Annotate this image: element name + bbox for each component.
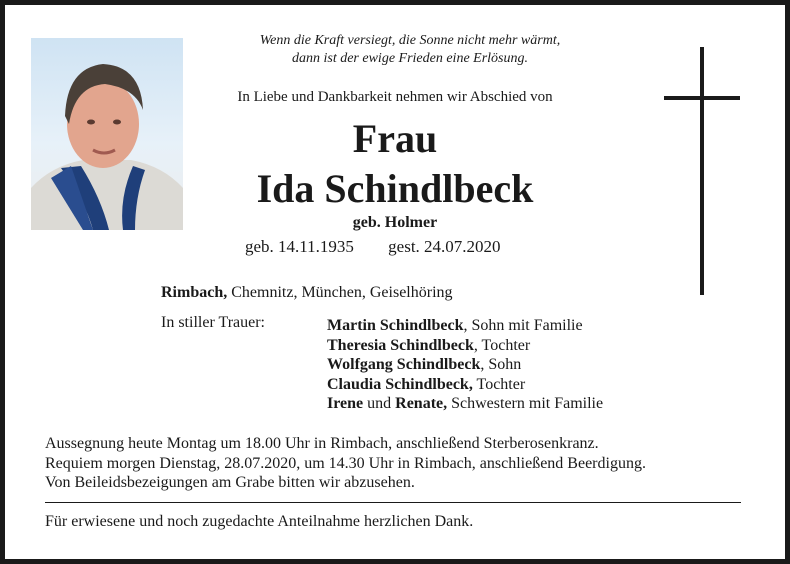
mourner-entry: Wolfgang Schindlbeck, Sohn	[327, 356, 522, 373]
quote-line-2: dann ist der ewige Frieden eine Erlösung.	[291, 51, 529, 66]
death-date: gest. 24.07.2020	[388, 237, 501, 256]
mourning-label: In stiller Trauer:	[161, 314, 265, 331]
salutation: Frau	[352, 116, 438, 161]
life-dates	[245, 237, 501, 257]
portrait-photo	[31, 38, 183, 230]
place-others: Chemnitz, München, Geiselhöring	[227, 284, 453, 301]
place-primary: Rimbach,	[161, 284, 228, 301]
places-line	[161, 284, 453, 302]
info-line-1: Aussegnung heute Montag um 18.00 Uhr in Rimbach, anschließend Sterberosenkranz.	[45, 435, 599, 452]
thanks-text: Für erwiesene und noch zugedachte Anteilnahme herzlichen Dank.	[45, 513, 474, 530]
cross-icon	[700, 47, 704, 295]
mourner-entry: Martin Schindlbeck, Sohn mit Familie	[327, 317, 583, 334]
quote-line-1: Wenn die Kraft versiegt, die Sonne nicht mehr wärmt,	[259, 33, 561, 48]
info-line-2: Requiem morgen Dienstag, 28.07.2020, um 14.30 Uhr in Rimbach, anschließend Beerdigung.	[45, 454, 646, 472]
info-line-3: Von Beileidsbezeigungen am Grabe bitten wir abzusehen.	[45, 474, 415, 491]
cross-icon-bar	[664, 96, 740, 100]
mourners-list	[327, 316, 603, 414]
mourner-entry: Irene und Renate, Schwestern mit Familie	[327, 395, 604, 412]
mourner-entry: Claudia Schindlbeck, Tochter	[327, 375, 526, 393]
deceased-name: Ida Schindlbeck	[256, 166, 534, 211]
maiden-name: geb. Holmer	[352, 214, 438, 231]
service-info	[45, 434, 646, 493]
divider	[45, 502, 741, 503]
intro-text: In Liebe und Dankbarkeit nehmen wir Abschied von	[237, 89, 553, 105]
birth-date: geb. 14.11.1935	[245, 237, 354, 256]
mourner-entry: Theresia Schindlbeck, Tochter	[327, 336, 531, 354]
